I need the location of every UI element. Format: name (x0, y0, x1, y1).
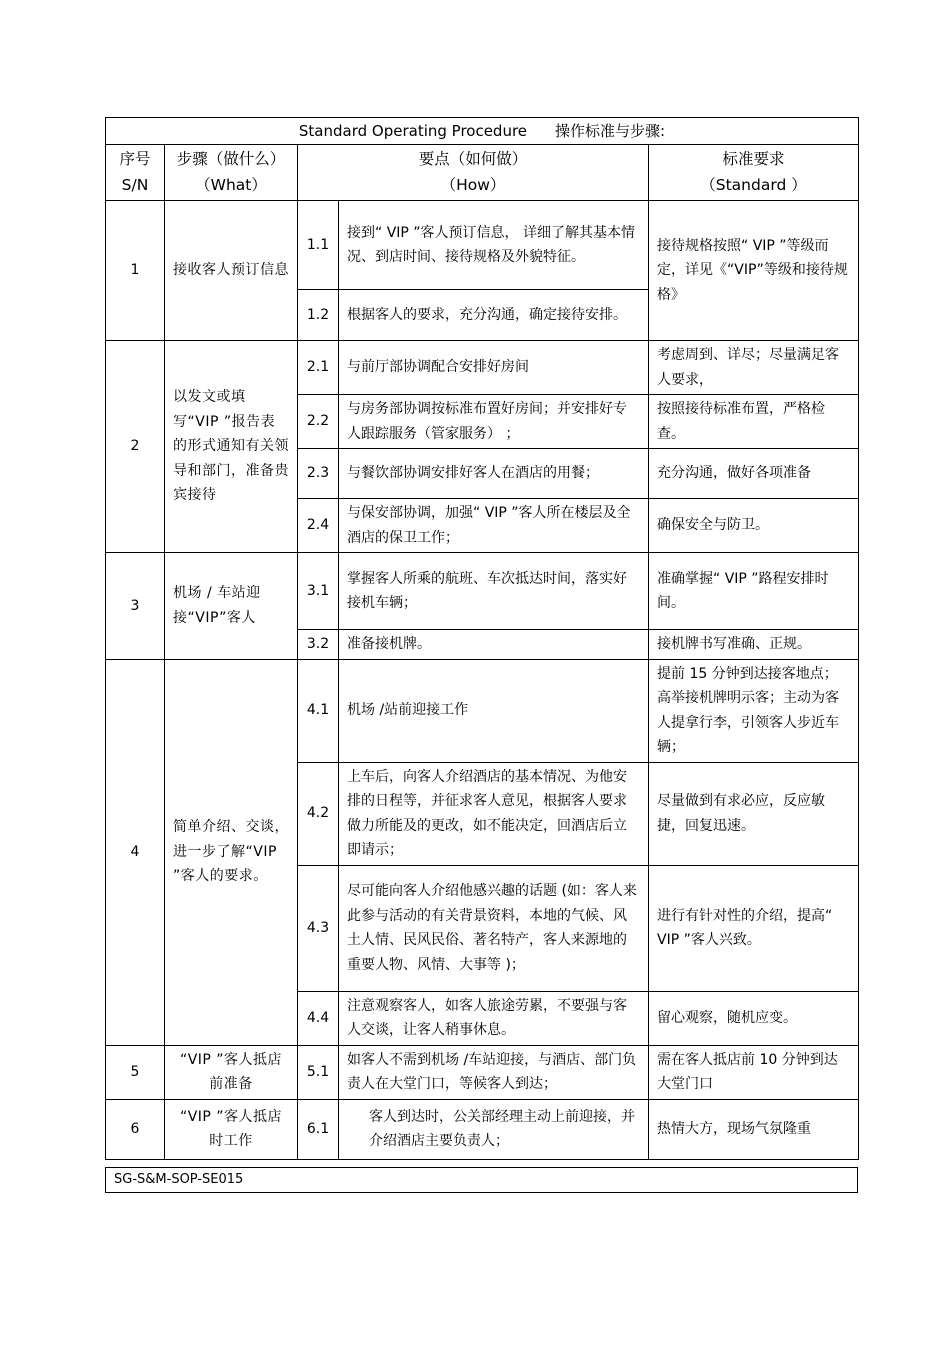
item-how: 与餐饮部协调安排好客人在酒店的用餐； (339, 449, 649, 499)
item-standard: 提前 15 分钟到达接客地点；高举接机牌明示客；主动为客人提拿行李，引领客人步近车辆； (649, 659, 859, 762)
item-standard: 尽量做到有求必应，反应敏捷，回复迅速。 (649, 762, 859, 865)
item-number: 1.2 (298, 290, 339, 341)
step-number: 2 (106, 341, 165, 553)
title-zh: 操作标准与步骤: (555, 121, 666, 140)
step-what: “VIP ”客人抵店前准备 (165, 1045, 298, 1099)
item-how: 注意观察客人，如客人旅途劳累，不要强与客人交谈，让客人稍事休息。 (339, 991, 649, 1045)
item-standard: 接机牌书写准确、正规。 (649, 630, 859, 660)
step-what: 机场 / 车站迎接“VIP”客人 (165, 553, 298, 660)
item-how: 上车后，向客人介绍酒店的基本情况、为他安排的日程等，并征求客人意见，根据客人要求做力所能及的更改，如不能决定，回酒店后立即请示； (339, 762, 649, 865)
item-number: 2.3 (298, 449, 339, 499)
item-number: 4.1 (298, 659, 339, 762)
item-how: 与房务部协调按标准布置好房间；并安排好专人跟踪服务（管家服务） ； (339, 395, 649, 449)
step-what: “VIP ”客人抵店时工作 (165, 1099, 298, 1159)
item-standard: 确保安全与防卫。 (649, 499, 859, 553)
item-number: 4.4 (298, 991, 339, 1045)
item-standard: 热情大方，现场气氛隆重 (649, 1099, 859, 1159)
item-number: 5.1 (298, 1045, 339, 1099)
item-standard: 充分沟通，做好各项准备 (649, 449, 859, 499)
header-how: 要点（如何做） （How） (298, 145, 649, 201)
item-standard: 按照接待标准布置，严格检查。 (649, 395, 859, 449)
item-how: 准备接机牌。 (339, 630, 649, 660)
title-en: Standard Operating Procedure (298, 121, 528, 140)
item-how: 与保安部协调，加强“ VIP ”客人所在楼层及全酒店的保卫工作； (339, 499, 649, 553)
item-number: 2.2 (298, 395, 339, 449)
table-row (106, 1045, 859, 1099)
table-row (106, 201, 859, 290)
step-number: 4 (106, 659, 165, 1045)
header-sn: 序号 S/N (106, 145, 165, 201)
step-what: 简单介绍、交谈，进一步了解“VIP ”客人的要求。 (165, 659, 298, 1045)
item-number: 1.1 (298, 201, 339, 290)
item-standard: 需在客人抵店前 10 分钟到达大堂门口 (649, 1045, 859, 1099)
title-row (106, 118, 859, 145)
item-standard: 考虑周到、详尽；尽量满足客人要求， (649, 341, 859, 395)
document-code-box (105, 1167, 858, 1193)
item-how: 机场 /站前迎接工作 (339, 659, 649, 762)
item-number: 6.1 (298, 1099, 339, 1159)
item-how: 客人到达时，公关部经理主动上前迎接，并介绍酒店主要负责人； (339, 1099, 649, 1159)
step-number: 3 (106, 553, 165, 660)
item-standard: 进行有针对性的介绍，提高“ VIP ”客人兴致。 (649, 865, 859, 991)
item-how: 掌握客人所乘的航班、车次抵达时间，落实好接机车辆； (339, 553, 649, 630)
item-how: 如客人不需到机场 /车站迎接，与酒店、部门负责人在大堂门口，等候客人到达； (339, 1045, 649, 1099)
table-row (106, 553, 859, 630)
item-number: 4.2 (298, 762, 339, 865)
table-row (106, 1099, 859, 1159)
item-how: 尽可能向客人介绍他感兴趣的话题 (如：客人来此参与活动的有关背景资料，本地的气候、风土人情、民风民俗、著名特产，客人来源地的重要人物、风情、大事等 )； (339, 865, 649, 991)
item-how: 根据客人的要求，充分沟通，确定接待安排。 (339, 290, 649, 341)
step-number: 1 (106, 201, 165, 341)
header-row (106, 145, 859, 201)
item-how: 接到“ VIP ”客人预订信息， 详细了解其基本情况、到店时间、接待规格及外貌特征。 (339, 201, 649, 290)
item-number: 2.4 (298, 499, 339, 553)
item-number: 4.3 (298, 865, 339, 991)
header-standard: 标准要求 （Standard ） (649, 145, 859, 201)
step-number: 5 (106, 1045, 165, 1099)
item-standard: 准确掌握“ VIP ”路程安排时间。 (649, 553, 859, 630)
item-standard: 留心观察，随机应变。 (649, 991, 859, 1045)
item-standard: 接待规格按照“ VIP ”等级而定，详见《“VIP”等级和接待规格》 (649, 201, 859, 341)
item-number: 2.1 (298, 341, 339, 395)
table-row (106, 659, 859, 762)
step-number: 6 (106, 1099, 165, 1159)
document-code: SG-S&M-SOP-SE015 (114, 1172, 244, 1187)
table-title (106, 118, 859, 145)
header-what: 步骤（做什么） （What） (165, 145, 298, 201)
step-what: 接收客人预订信息 (165, 201, 298, 341)
item-number: 3.2 (298, 630, 339, 660)
table-row (106, 341, 859, 395)
sop-table (105, 117, 859, 1160)
step-what: 以发文或填写“VIP ”报告表的形式通知有关领导和部门，准备贵宾接待 (165, 341, 298, 553)
item-number: 3.1 (298, 553, 339, 630)
item-how: 与前厅部协调配合安排好房间 (339, 341, 649, 395)
